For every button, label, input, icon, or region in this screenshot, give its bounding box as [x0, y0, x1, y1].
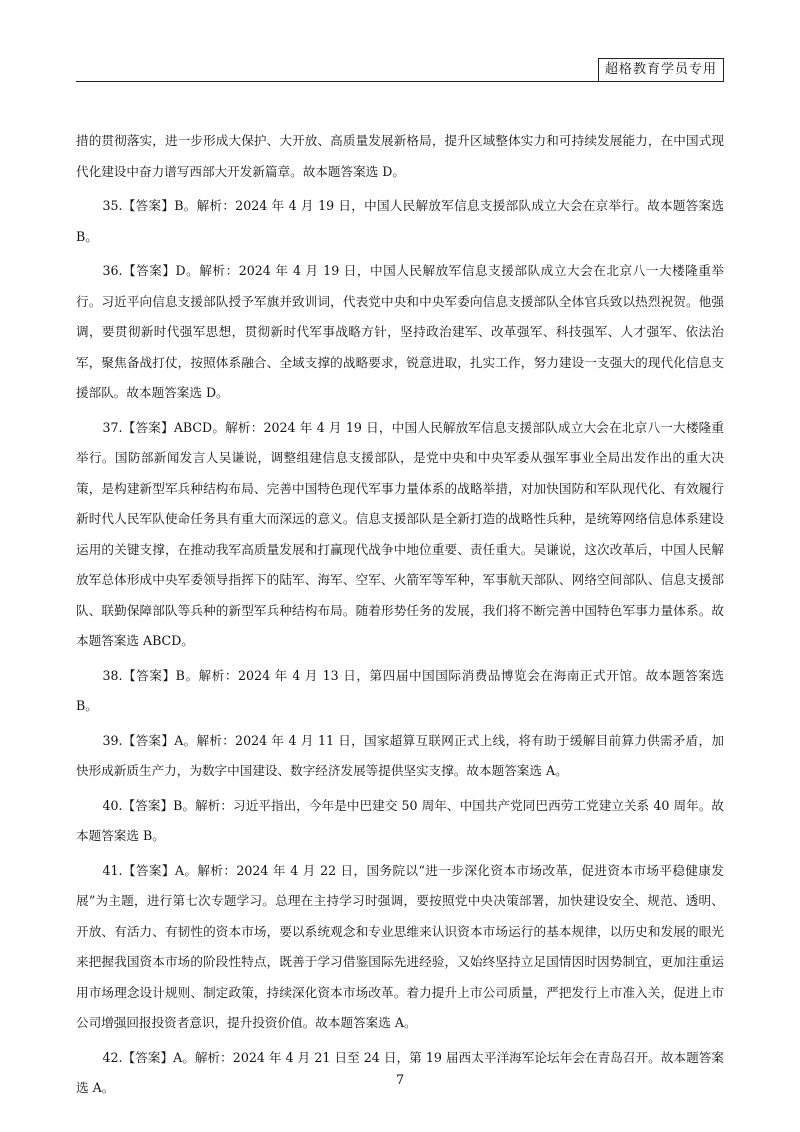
- answer-41: 41.【答案】A。解析：2024 年 4 月 22 日，国务院以“进一步深化资本市场改革，促进资本市场平稳健康发展”为主题，进行第七次专题学习。总理在主持学习时强调，要按照党中央决策部署，加快建设安全、规范、透明、开放、有活力、有韧性的资本市场，要以系统观念和专业思维来认识资本市场运行的基本规律，以历史和发展的眼光来把握我国资本市场的阶段性特点，既善于学习借鉴国际先进经验，又始终坚持立足国情因时因势制宜，更加注重运用市场理念设计规则、制定政策，持续深化资本市场改革。着力提升上市公司质量，严把发行上市准入关，促进上市公司增强回报投资者意识，提升投资价值。故本题答案选 A。: [76, 862, 724, 1030]
- header-badge: 超格教育学员专用: [598, 58, 724, 82]
- answer-39: 39.【答案】A。解析：2024 年 4 月 11 日，国家超算互联网正式上线，将有助于缓解目前算力供需矛盾，加快形成新质生产力，为数字中国建设、数字经济发展等提供坚实支撑。故本题答案选 A。: [76, 732, 724, 778]
- page-number: 7: [395, 1073, 405, 1088]
- answer-38: 38.【答案】B。解析：2024 年 4 月 13 日，第四届中国国际消费品博览会在海南正式开馆。故本题答案选 B。: [76, 667, 724, 713]
- answer-35: 35.【答案】B。解析：2024 年 4 月 19 日，中国人民解放军信息支援部队成立大会在京举行。故本题答案选 B。: [76, 198, 724, 244]
- answer-37: 37.【答案】ABCD。解析：2024 年 4 月 19 日，中国人民解放军信息支援部队成立大会在北京八一大楼隆重举行。国防部新闻发言人吴谦说，调整组建信息支援部队，是党中央和中央军委从强军事业全局出发作出的重大决策，是构建新型军兵种结构布局、完善中国特色现代军事力量体系的战略举措，对加快国防和军队现代化、有效履行新时代人民军队使命任务具有重大而深远的意义。信息支援部队是全新打造的战略性兵种，是统筹网络信息体系建设运用的关键支撑，在推动我军高质量发展和打赢现代战争中地位重要、责任重大。吴谦说，这次改革后，中国人民解放军总体形成中央军委领导指挥下的陆军、海军、空军、火箭军等军种，军事航天部队、网络空间部队、信息支援部队、联勤保障部队等兵种的新型军兵种结构布局。随着形势任务的发展，我们将不断完善中国特色军事力量体系。故本题答案选 ABCD。: [76, 419, 724, 648]
- header-rule: [76, 81, 724, 82]
- answer-40: 40.【答案】B。解析：习近平指出，今年是中巴建交 50 周年、中国共产党同巴西劳工党建立关系 40 周年。故本题答案选 B。: [76, 797, 724, 843]
- answer-42: 42.【答案】A。解析：2024 年 4 月 21 日至 24 日，第 19 届西太平洋海军论坛年会在青岛召开。故本题答案选 A。: [76, 1049, 724, 1095]
- document-body: [76, 126, 724, 1108]
- paragraph-continuation: 措的贯彻落实，进一步形成大保护、大开放、高质量发展新格局，提升区域整体实力和可持续发展能力，在中国式现代化建设中奋力谱写西部大开发新篇章。故本题答案选 D。: [76, 133, 724, 179]
- answer-36: 36.【答案】D。解析：2024 年 4 月 19 日，中国人民解放军信息支援部队成立大会在北京八一大楼隆重举行。习近平向信息支援部队授予军旗并致训词，代表党中央和中央军委向信息支援部队全体官兵致以热烈祝贺。他强调，要贯彻新时代强军思想，贯彻新时代军事战略方针，坚持政治建军、改革强军、科技强军、人才强军、依法治军，聚焦备战打仗，按照体系融合、全域支撑的战略要求，锐意进取，扎实工作，努力建设一支强大的现代化信息支援部队。故本题答案选 D。: [76, 263, 724, 400]
